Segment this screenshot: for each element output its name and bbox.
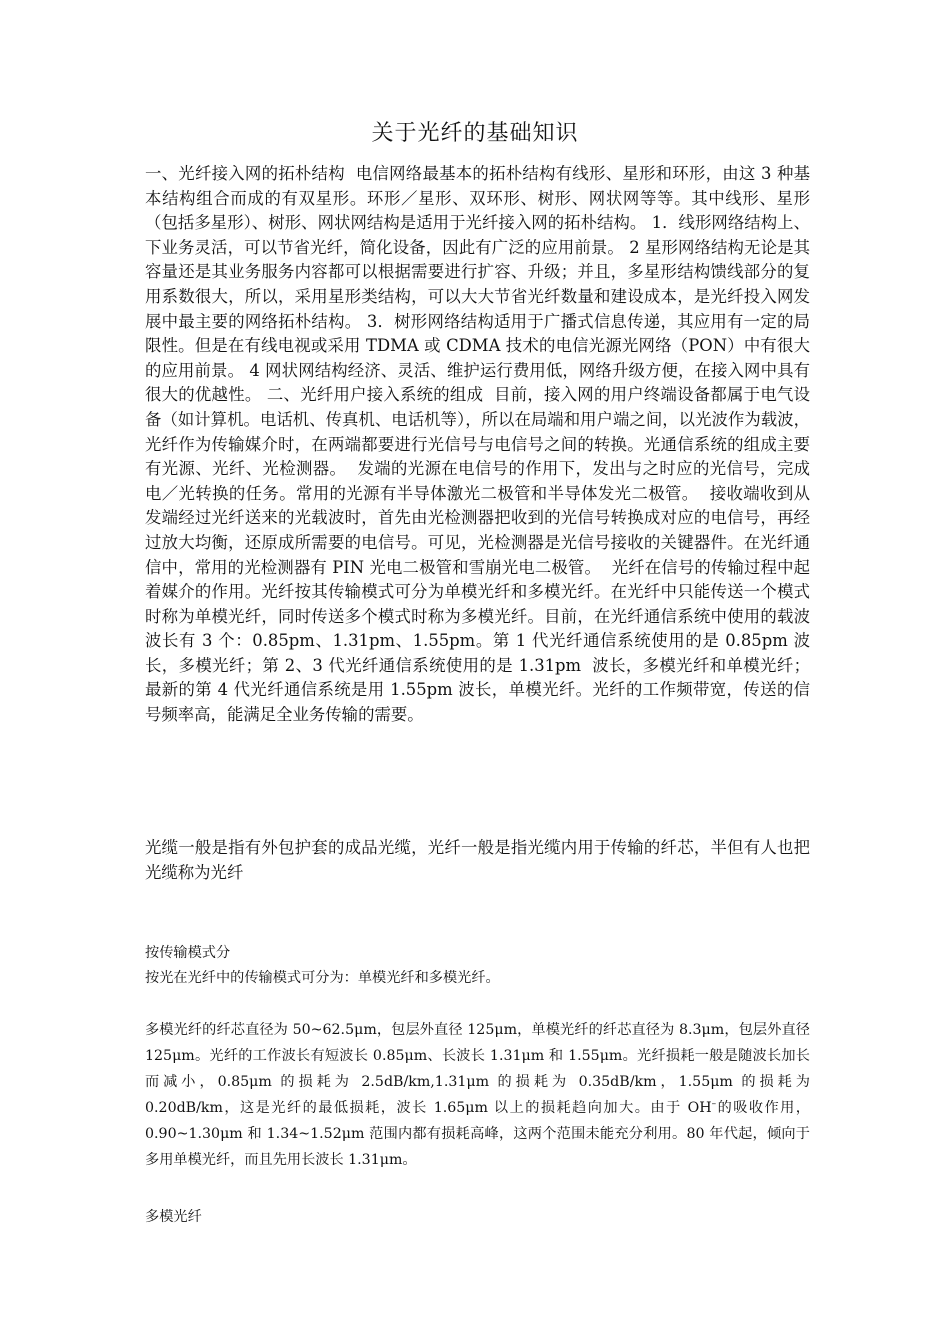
paragraph-text-part-a: 多模光纤的纤芯直径为 50~62.5μm，包层外直径 125μm，单模光纤的纤芯直径为 8.3μm，包层外直径 125μm。光纤的工作波长有短波长 0.85μm、长波长 1.31μm 和 1.55μm。光纤损耗一般是随波长加长而减小，0.85μm 的损耗为 2.5dB/km,1.31μm 的损耗为 0.35dB/km，1.55μm 的损耗为 0.20dB/km，这是光纤的最低损耗，波长 1.65μm 以上的损耗趋向加大。由于 OH bbox=[145, 1022, 815, 1116]
body-paragraph-topology bbox=[145, 162, 810, 728]
paragraph-text: 光缆一般是指有外包护套的成品光缆，光纤一般是指光缆内用于传输的纤芯，半但有人也把光缆称为光纤 bbox=[145, 838, 810, 882]
body-paragraph-fiber-specs bbox=[145, 1018, 815, 1173]
superscript-minus: – bbox=[711, 1098, 717, 1109]
paragraph-text: 一、光纤接入网的拓朴结构 电信网络最基本的拓朴结构有线形、星形和环形，由这 3 种基本结构组合而成的有双星形。环形／星形、双环形、树形、网状网等等。其中线形、星形（包括多星形）、树形、网状网结构是适用于光纤接入网的拓朴结构。 1．线形网络结构上、下业务灵活，可以节省光纤，简化设备，因此有广泛的应用前景。 2 星形网络结构无论是其容量还是其业务服务内容都可以根据需要进行扩容、升级；并且，多星形结构馈线部分的复用系数很大，所以，采用星形类结构，可以大大节省光纤数量和建设成本，是光纤投入网发展中最主要的网络拓朴结构。 3．树形网络结构适用于广播式信息传递，其应用有一定的局限性。但是在有线电视或采用 TDMA 或 CDMA 技术的电信光源光网络（PON）中有很大的应用前景。 4 网状网结构经济、灵活、维护运行费用低，网络升级方便，在接入网中具有很大的优越性。 二、光纤用户接入系统的组成 目前，接入网的用户终端设备都属于电气设备（如计算机。电话机、传真机、电话机等），所以在局端和用户端之间，以光波作为载波，光纤作为传输媒介时，在两端都要进行光信号与电信号之间的转换。光通信系统的组成主要有光源、光纤、光检测器。 发端的光源在电信号的作用下，发出与之时应的光信号，完成电／光转换的任务。常用的光源有半导体激光二极管和半导体发光二极管。 接收端收到从发端经过光纤送来的光载波时，首先由光检测器把收到的光信号转换成对应的电信号，再经过放大均衡，还原成所需要的电信号。可见，光检测器是光信号接收的关键器件。在光纤通信中，常用的光检测器有 PIN 光电二极管和雪崩光电二极管。 光纤在信号的传输过程中起着媒介的作用。光纤按其传输模式可分为单模光纤和多模光纤。在光纤中只能传送一个模式时称为单模光纤，同时传送多个模式时称为多模光纤。目前，在光纤通信系统中使用的载波波长有 3 个：0.85pm、1.31pm、1.55pm。第 1 代光纤通信系统使用的是 0.85pm 波长，多模光纤；第 2、3 代光纤通信系统使用的是 1.31pm 波长，多模光纤和单模光纤；最新的第 4 代光纤通信系统是用 1.55pm 波长，单模光纤。光纤的工作频带宽，传送的信号频率高，能满足全业务传输的需要。 bbox=[145, 164, 810, 725]
body-paragraph-cable-vs-fiber bbox=[145, 836, 810, 885]
document-title: 关于光纤的基础知识 bbox=[371, 121, 579, 146]
section-heading-transmission-mode: 按传输模式分 bbox=[145, 945, 231, 961]
transmission-mode-line: 按光在光纤中的传输模式可分为：单模光纤和多模光纤。 bbox=[145, 970, 500, 986]
paragraph-text-part-b: 的吸收作用，0.90~1.30μm 和 1.34~1.52μm 范围内都有损耗高峰，这两个范围未能充分利用。80 年代起，倾向于多用单模光纤，而且先用长波长 1.31μm。 bbox=[145, 1099, 810, 1168]
section-heading-multimode: 多模光纤 bbox=[145, 1209, 202, 1225]
